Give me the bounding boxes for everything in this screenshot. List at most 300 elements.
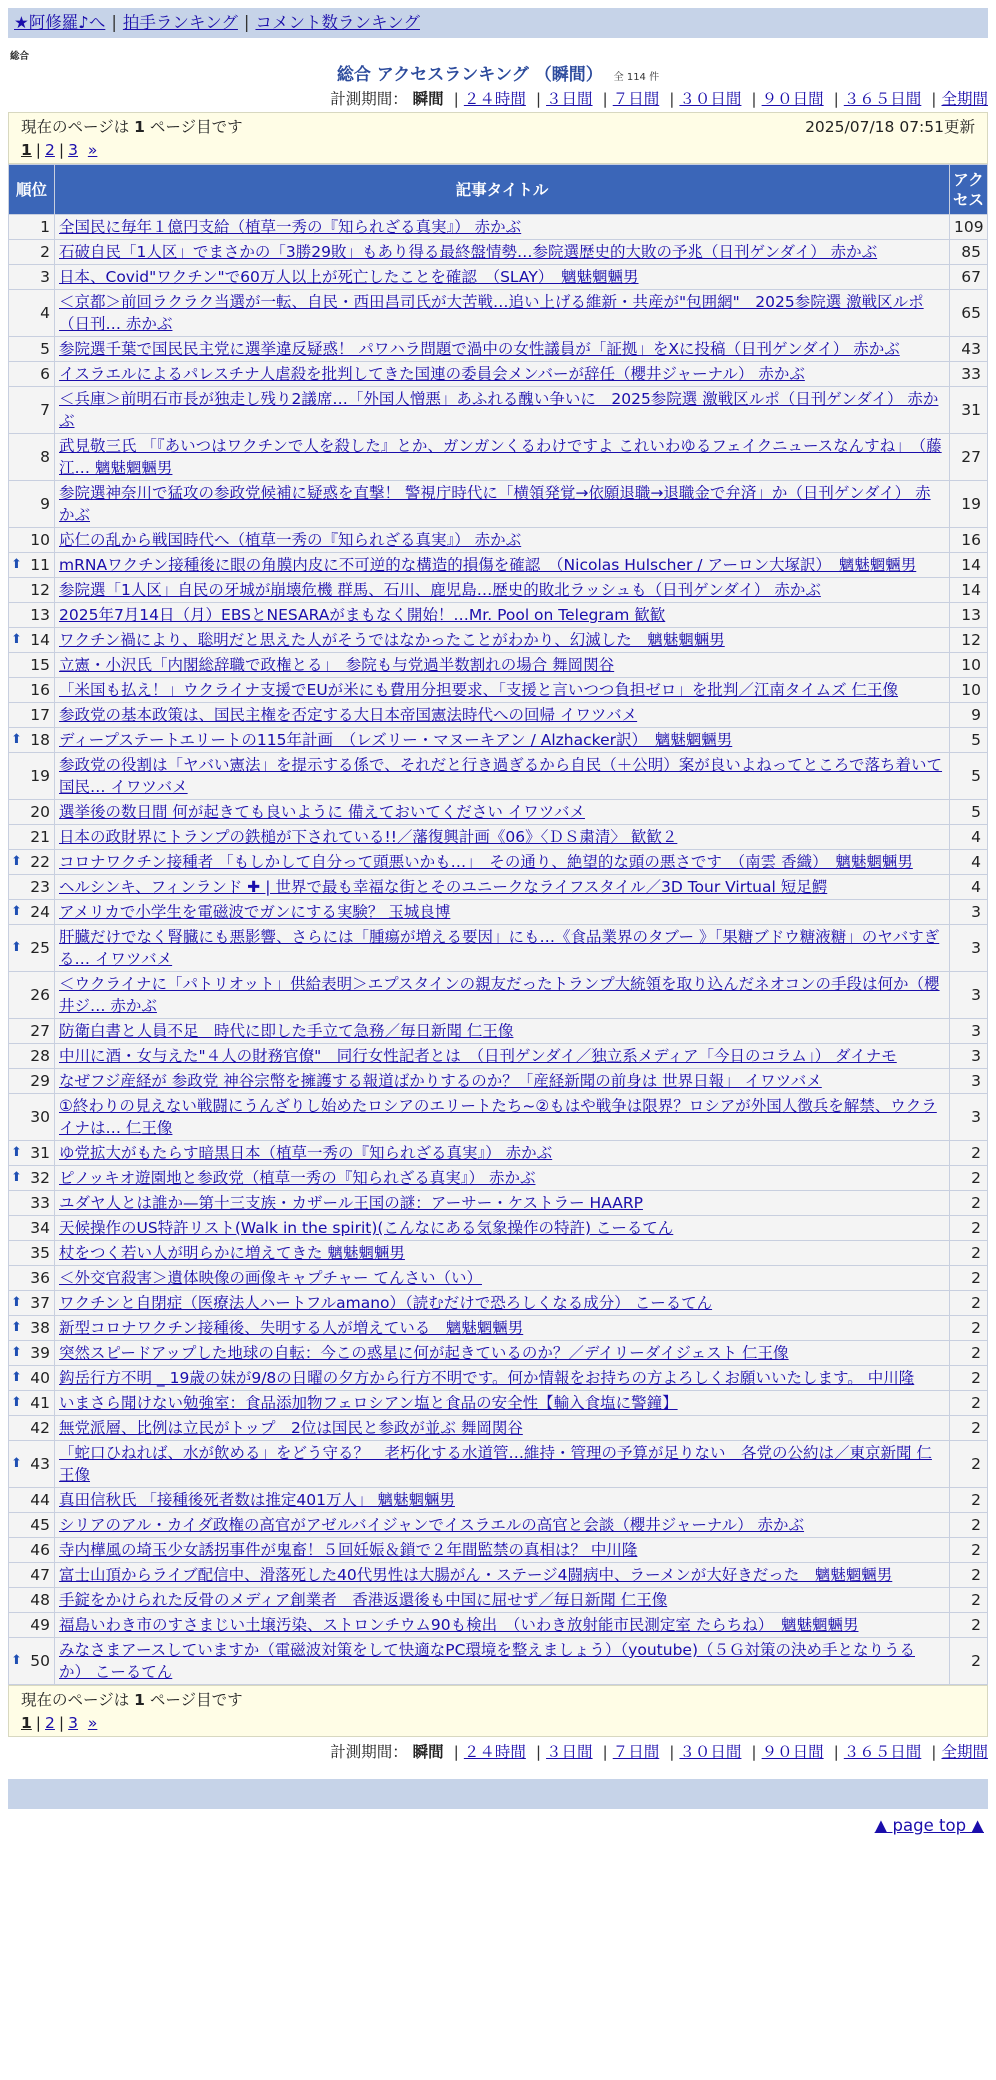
rank-number: 6 bbox=[40, 365, 50, 383]
rank-number: 48 bbox=[30, 1591, 50, 1609]
period-current: 瞬間 bbox=[412, 90, 444, 108]
table-row bbox=[9, 703, 988, 728]
rank-cell bbox=[9, 1069, 55, 1094]
table-row bbox=[9, 972, 988, 1019]
table-row bbox=[9, 1241, 988, 1266]
article-link[interactable]: ゆ党拡大がもたらす暗黒日本（植草一秀の『知られざる真実』） 赤かぶ bbox=[59, 1144, 553, 1162]
table-row bbox=[9, 1069, 988, 1094]
rank-cell bbox=[9, 1538, 55, 1563]
rank-number: 17 bbox=[30, 706, 50, 724]
table-row bbox=[9, 265, 988, 290]
rank-cell bbox=[9, 481, 55, 528]
access-count: 2 bbox=[950, 1441, 988, 1488]
article-link[interactable]: コロナワクチン接種者 「もしかして自分って頭悪いかも…」 その通り、絶望的な頭の悪さです （南雲 香織） 魑魅魍魎男 bbox=[59, 853, 913, 871]
rank-up-icon: ⬆ bbox=[11, 632, 22, 647]
article-link[interactable]: ＜京都＞前回ラクラク当選が一転、自民・西田昌司氏が大苦戦…追い上げる維新・共産が"包囲網" 2025参院選 激戦区ルポ（日刊… 赤かぶ bbox=[59, 293, 924, 333]
rank-cell bbox=[9, 603, 55, 628]
access-count: 3 bbox=[950, 900, 988, 925]
title-cell bbox=[55, 1069, 950, 1094]
rank-number: 27 bbox=[30, 1022, 50, 1040]
rank-cell bbox=[9, 1366, 55, 1391]
rank-cell bbox=[9, 972, 55, 1019]
article-link[interactable]: 新型コロナワクチン接種後、失明する人が増えている 魑魅魍魎男 bbox=[59, 1319, 524, 1337]
access-count: 2 bbox=[950, 1191, 988, 1216]
page-next-link-bottom[interactable]: » bbox=[87, 1714, 98, 1732]
table-row bbox=[9, 528, 988, 553]
rank-cell bbox=[9, 825, 55, 850]
access-count: 3 bbox=[950, 972, 988, 1019]
article-link[interactable]: 真田信秋氏 「接種後死者数は推定401万人」 魑魅魍魎男 bbox=[59, 1491, 455, 1509]
article-link[interactable]: 参院選神奈川で猛攻の参政党候補に疑惑を直撃！ 警視庁時代に「横領発覚→依願退職→退職金で弁済」か（日刊ゲンダイ） 赤かぶ bbox=[59, 484, 931, 524]
rank-cell bbox=[9, 265, 55, 290]
rank-number: 9 bbox=[40, 495, 50, 513]
article-link[interactable]: 中川に酒・女与えた"４人の財務官僚" 同行女性記者とは （日刊ゲンダイ／独立系メディア「今日のコラム」） ダイナモ bbox=[59, 1047, 897, 1065]
title-cell bbox=[55, 553, 950, 578]
period-24h-link[interactable]: ２４時間 bbox=[463, 90, 526, 108]
period-30d-link-bottom[interactable]: ３０日間 bbox=[679, 1743, 742, 1761]
article-link[interactable]: 富士山頂からライブ配信中、滑落死した40代男性は大腸がん・ステージ4闘病中、ラーメンが大好きだった 魑魅魍魎男 bbox=[59, 1566, 893, 1584]
access-count: 109 bbox=[950, 215, 988, 240]
table-row bbox=[9, 240, 988, 265]
title-cell bbox=[55, 850, 950, 875]
access-count: 4 bbox=[950, 850, 988, 875]
article-link[interactable]: 日本、Covid"ワクチン"で60万人以上が死亡したことを確認 （SLAY） 魑魅魍魎男 bbox=[59, 268, 639, 286]
rank-up-icon: ⬆ bbox=[11, 1345, 22, 1360]
period-all-link-bottom[interactable]: 全期間 bbox=[941, 1743, 988, 1761]
page-2-link[interactable]: 2 bbox=[45, 141, 55, 159]
page-next-link[interactable]: » bbox=[87, 141, 98, 159]
rank-cell bbox=[9, 1044, 55, 1069]
title-cell bbox=[55, 265, 950, 290]
period-selector-bottom: 計測期間： 瞬間 | ２４時間 | ３日間 | ７日間 | ３０日間 | ９０日間 | ３６５日間 | 全期間 bbox=[330, 1743, 988, 1761]
article-link[interactable]: ＜外交官殺害＞遺体映像の画像キャプチャー てんさい（い） bbox=[59, 1269, 482, 1287]
article-link[interactable]: 「蛇口ひねれば、水が飲める」をどう守る？ 老朽化する水道管…維持・管理の予算が足りない 各党の公約は／東京新聞 仁王像 bbox=[59, 1444, 932, 1484]
title-cell bbox=[55, 653, 950, 678]
nav-separator: | bbox=[111, 13, 117, 32]
title-cell bbox=[55, 628, 950, 653]
access-count: 19 bbox=[950, 481, 988, 528]
article-link[interactable]: イスラエルによるパレスチナ人虐殺を批判してきた国連の委員会メンバーが辞任（櫻井ジャーナル） 赤かぶ bbox=[59, 365, 805, 383]
access-count: 2 bbox=[950, 1341, 988, 1366]
article-link[interactable]: ピノッキオ遊園地と参政党（植草一秀の『知られざる真実』） 赤かぶ bbox=[59, 1169, 536, 1187]
rank-number: 23 bbox=[30, 878, 50, 896]
rank-number: 28 bbox=[30, 1047, 50, 1065]
table-row bbox=[9, 481, 988, 528]
nav-separator: | bbox=[243, 13, 250, 32]
table-row bbox=[9, 387, 988, 434]
asyura-home-link[interactable]: ★阿修羅♪へ bbox=[14, 13, 106, 32]
page-2-link-bottom[interactable]: 2 bbox=[45, 1714, 55, 1732]
access-count: 12 bbox=[950, 628, 988, 653]
rank-cell bbox=[9, 1416, 55, 1441]
access-count: 4 bbox=[950, 875, 988, 900]
period-3d-link[interactable]: ３日間 bbox=[546, 90, 593, 108]
page-status: 現在のページは 1 ページ目です bbox=[21, 118, 243, 136]
access-count: 2 bbox=[950, 1638, 988, 1685]
table-row bbox=[9, 337, 988, 362]
rank-number: 4 bbox=[40, 304, 50, 322]
rank-number: 34 bbox=[30, 1219, 50, 1237]
access-count: 5 bbox=[950, 728, 988, 753]
table-row bbox=[9, 1416, 988, 1441]
access-count: 67 bbox=[950, 265, 988, 290]
updated-time: 2025/07/18 07:51更新 bbox=[805, 118, 975, 136]
table-row bbox=[9, 1588, 988, 1613]
access-count: 3 bbox=[950, 1094, 988, 1141]
rank-number: 44 bbox=[30, 1491, 50, 1509]
rank-cell bbox=[9, 362, 55, 387]
rank-cell bbox=[9, 1613, 55, 1638]
rank-up-icon: ⬆ bbox=[11, 940, 22, 955]
title-cell bbox=[55, 1216, 950, 1241]
rank-cell bbox=[9, 753, 55, 800]
period-7d-link-bottom[interactable]: ７日間 bbox=[612, 1743, 660, 1761]
rank-up-icon: ⬆ bbox=[11, 1395, 22, 1410]
rank-number: 46 bbox=[30, 1541, 50, 1559]
article-link[interactable]: ワクチン禍により、聡明だと思えた人がそうではなかったことがわかり、幻滅した 魑魅魍魎男 bbox=[59, 631, 725, 649]
pagetop-area bbox=[8, 1809, 988, 1843]
title-cell bbox=[55, 1019, 950, 1044]
article-link[interactable]: 石破自民「1人区」でまさかの「3勝29敗」もあり得る最終盤情勢…参院選歴史的大敗の予兆（日刊ゲンダイ） 赤かぶ bbox=[59, 243, 878, 261]
period-90d-link[interactable]: ９０日間 bbox=[761, 90, 824, 108]
title-cell bbox=[55, 337, 950, 362]
rank-number: 10 bbox=[30, 531, 50, 549]
table-row bbox=[9, 753, 988, 800]
article-link[interactable]: 武見敬三氏 「『あいつはワクチンで人を殺した』とか、ガンガンくるわけですよ これいわゆるフェイクニュースなんすね」 （藤江… 魑魅魍魎男 bbox=[59, 437, 942, 477]
rank-up-icon: ⬆ bbox=[11, 557, 22, 572]
table-row bbox=[9, 1216, 988, 1241]
title-cell bbox=[55, 1291, 950, 1316]
period-90d-link-bottom[interactable]: ９０日間 bbox=[761, 1743, 824, 1761]
column-title: 記事タイトル bbox=[55, 165, 950, 215]
access-count: 43 bbox=[950, 337, 988, 362]
article-link[interactable]: ユダヤ人とは誰か—第十三支族・カザール王国の謎：アーサー・ケストラー HAARP bbox=[59, 1194, 643, 1212]
title-cell bbox=[55, 800, 950, 825]
access-count: 2 bbox=[950, 1538, 988, 1563]
rank-number: 8 bbox=[40, 448, 50, 466]
title-cell bbox=[55, 1241, 950, 1266]
rank-up-icon: ⬆ bbox=[11, 1370, 22, 1385]
rank-number: 1 bbox=[40, 218, 50, 236]
rank-cell bbox=[9, 1094, 55, 1141]
rank-cell bbox=[9, 850, 55, 875]
table-row bbox=[9, 290, 988, 337]
table-row bbox=[9, 1094, 988, 1141]
access-count: 3 bbox=[950, 1044, 988, 1069]
period-all-link[interactable]: 全期間 bbox=[941, 90, 988, 108]
period-7d-link[interactable]: ７日間 bbox=[612, 90, 660, 108]
access-count: 2 bbox=[950, 1513, 988, 1538]
rank-cell bbox=[9, 387, 55, 434]
period-selector: 計測期間： 瞬間 | ２４時間 | ３日間 | ７日間 | ３０日間 | ９０日間 | ３６５日間 | 全期間 bbox=[330, 90, 988, 108]
table-row bbox=[9, 925, 988, 972]
table-row bbox=[9, 1638, 988, 1685]
rank-number: 42 bbox=[30, 1419, 50, 1437]
rank-number: 20 bbox=[30, 803, 50, 821]
rank-number: 49 bbox=[30, 1616, 50, 1634]
rank-number: 25 bbox=[30, 939, 50, 957]
rank-cell bbox=[9, 875, 55, 900]
article-link[interactable]: ディープステートエリートの115年計画 （レズリー・マヌーキアン / Alzhacker訳） 魑魅魍魎男 bbox=[59, 731, 733, 749]
article-link[interactable]: 寺内樺風の埼玉少女誘拐事件が鬼畜！５回妊娠＆鎖で２年間監禁の真相は？ 中川隆 bbox=[59, 1541, 638, 1559]
rank-cell bbox=[9, 925, 55, 972]
table-row bbox=[9, 1563, 988, 1588]
table-row bbox=[9, 1366, 988, 1391]
rank-cell bbox=[9, 290, 55, 337]
title-cell bbox=[55, 1441, 950, 1488]
table-row bbox=[9, 603, 988, 628]
rank-cell bbox=[9, 1513, 55, 1538]
title-cell bbox=[55, 1563, 950, 1588]
rank-cell bbox=[9, 1291, 55, 1316]
rank-cell bbox=[9, 240, 55, 265]
article-link[interactable]: 参政党の役割は「ヤバい憲法」を提示する係で、それだと行き過ぎるから自民（＋公明）案が良いよねってところで落ち着いて国民… イワツバメ bbox=[59, 756, 943, 796]
clap-ranking-link[interactable]: 拍手ランキング bbox=[122, 13, 238, 32]
title-cell bbox=[55, 603, 950, 628]
title-cell bbox=[55, 1513, 950, 1538]
access-count: 2 bbox=[950, 1241, 988, 1266]
article-link[interactable]: アメリカで小学生を電磁波でガンにする実験？ 玉城良博 bbox=[59, 903, 451, 921]
article-link[interactable]: 鈎岳行方不明 _ 19歳の妹が9/8の日曜の夕方から行方不明です。何か情報をお持ちの方よろしくお願いいたします。 中川隆 bbox=[59, 1369, 915, 1387]
title-cell bbox=[55, 1316, 950, 1341]
article-link[interactable]: ヘルシンキ、フィンランド ✚ | 世界で最も幸福な街とそのユニークなライフスタイル／3D Tour Virtual 短足鰐 bbox=[59, 878, 828, 896]
title-cell bbox=[55, 434, 950, 481]
access-count: 85 bbox=[950, 240, 988, 265]
rank-up-icon: ⬆ bbox=[11, 1653, 22, 1668]
category-label: 総合 bbox=[10, 51, 30, 62]
rank-cell bbox=[9, 703, 55, 728]
pagination-bottom: 現在のページは 1 ページ目です 1 | 2 | 3 » bbox=[8, 1685, 988, 1737]
rank-number: 18 bbox=[30, 731, 50, 749]
title-cell bbox=[55, 972, 950, 1019]
access-count: 5 bbox=[950, 753, 988, 800]
period-30d-link[interactable]: ３０日間 bbox=[679, 90, 742, 108]
access-count: 31 bbox=[950, 387, 988, 434]
article-link[interactable]: 突然スピードアップした地球の自転：今この惑星に何が起きているのか？／デイリーダイジェスト 仁王像 bbox=[59, 1344, 789, 1362]
page-current: 1 bbox=[21, 141, 32, 159]
article-link[interactable]: 選挙後の数日間 何が起きても良いように 備えておいてください イワツバメ bbox=[59, 803, 585, 821]
access-count: 5 bbox=[950, 800, 988, 825]
period-24h-link-bottom[interactable]: ２４時間 bbox=[463, 1743, 526, 1761]
rank-cell bbox=[9, 337, 55, 362]
rank-cell bbox=[9, 728, 55, 753]
access-count: 33 bbox=[950, 362, 988, 387]
article-link[interactable]: 杖をつく若い人が明らかに増えてきた 魑魅魍魎男 bbox=[59, 1244, 405, 1262]
table-row bbox=[9, 825, 988, 850]
rank-up-icon: ⬆ bbox=[11, 1320, 22, 1335]
access-count: 4 bbox=[950, 825, 988, 850]
rank-number: 50 bbox=[30, 1652, 50, 1670]
rank-number: 15 bbox=[30, 656, 50, 674]
access-count: 3 bbox=[950, 1069, 988, 1094]
page-3-link[interactable]: 3 bbox=[68, 141, 79, 159]
article-link[interactable]: みなさまアースしていますか（電磁波対策をして快適なPC環境を整えましょう）（youtube)（５Ｇ対策の決め手となりうるか） こーるてん bbox=[59, 1641, 915, 1681]
rank-number: 35 bbox=[30, 1244, 50, 1262]
rank-number: 2 bbox=[40, 243, 50, 261]
article-link[interactable]: いまさら聞けない勉強室：食品添加物フェロシアン塩と食品の安全性【輸入食塩に警鐘】 bbox=[59, 1394, 678, 1412]
rank-number: 36 bbox=[30, 1269, 50, 1287]
access-count: 2 bbox=[950, 1488, 988, 1513]
rank-number: 33 bbox=[30, 1194, 50, 1212]
article-link[interactable]: ＜兵庫＞前明石市長が独走し残り2議席…「外国人憎悪」あふれる醜い争いに 2025参院選 激戦区ルポ（日刊ゲンダイ） 赤かぶ bbox=[59, 390, 939, 430]
access-count: 3 bbox=[950, 1019, 988, 1044]
rank-up-icon: ⬆ bbox=[11, 854, 22, 869]
article-link[interactable]: 2025年7月14日（月）EBSとNESARAがまもなく開始！…Mr. Pool on Telegram 歓歓 bbox=[59, 606, 666, 624]
rank-number: 12 bbox=[30, 581, 50, 599]
rank-up-icon: ⬆ bbox=[11, 1295, 22, 1310]
rank-number: 29 bbox=[30, 1072, 50, 1090]
rank-up-icon: ⬆ bbox=[11, 904, 22, 919]
rank-cell bbox=[9, 800, 55, 825]
rank-number: 30 bbox=[30, 1108, 50, 1126]
page-top-link[interactable]: ▲ page top ▲ bbox=[874, 1816, 984, 1835]
page-current-bottom: 1 bbox=[21, 1714, 32, 1732]
rank-number: 7 bbox=[40, 401, 50, 419]
rank-cell bbox=[9, 1638, 55, 1685]
rank-cell bbox=[9, 434, 55, 481]
title-cell bbox=[55, 528, 950, 553]
rank-cell bbox=[9, 1266, 55, 1291]
article-link[interactable]: 参院選千葉で国民民主党に選挙違反疑惑！ パワハラ問題で渦中の女性議員が「証拠」をXに投稿（日刊ゲンダイ） 赤かぶ bbox=[59, 340, 900, 358]
article-link[interactable]: mRNAワクチン接種後に眼の角膜内皮に不可逆的な構造的損傷を確認 （Nicolas Hulscher / アーロン大塚訳） 魑魅魍魎男 bbox=[59, 556, 917, 574]
rank-cell bbox=[9, 653, 55, 678]
article-link[interactable]: 手錠をかけられた反骨のメディア創業者 香港返還後も中国に屈せず／毎日新聞 仁王像 bbox=[59, 1591, 668, 1609]
article-link[interactable]: 防衛白書と人員不足 時代に即した手立て急務／毎日新聞 仁王像 bbox=[59, 1022, 514, 1040]
rank-cell bbox=[9, 628, 55, 653]
table-row bbox=[9, 1166, 988, 1191]
total-count: 全 114 件 bbox=[613, 72, 660, 83]
rank-number: 21 bbox=[30, 828, 50, 846]
title-cell bbox=[55, 1416, 950, 1441]
table-row bbox=[9, 1266, 988, 1291]
period-365d-link-bottom[interactable]: ３６５日間 bbox=[843, 1743, 922, 1761]
article-link[interactable]: ＜ウクライナに「パトリオット」供給表明＞エプスタインの親友だったトランプ大統領を取り込んだネオコンの手段は何か（櫻井ジ… 赤かぶ bbox=[59, 975, 940, 1015]
rank-number: 37 bbox=[30, 1294, 50, 1312]
title-cell bbox=[55, 1638, 950, 1685]
article-link[interactable]: 参政党の基本政策は、国民主権を否定する大日本帝国憲法時代への回帰 イワツバメ bbox=[59, 706, 638, 724]
article-link[interactable]: 応仁の乱から戦国時代へ（植草一秀の『知られざる真実』） 赤かぶ bbox=[59, 531, 522, 549]
access-count: 2 bbox=[950, 1416, 988, 1441]
title-cell bbox=[55, 678, 950, 703]
title-cell bbox=[55, 1613, 950, 1638]
table-row bbox=[9, 1044, 988, 1069]
table-row bbox=[9, 1538, 988, 1563]
period-365d-link[interactable]: ３６５日間 bbox=[843, 90, 922, 108]
rank-cell bbox=[9, 1191, 55, 1216]
table-row bbox=[9, 1488, 988, 1513]
access-count: 13 bbox=[950, 603, 988, 628]
table-row bbox=[9, 1341, 988, 1366]
article-link[interactable]: 天候操作のUS特許リスト(Walk in the spirit)(こんなにある気象操作の特許) こーるてん bbox=[59, 1219, 674, 1237]
article-link[interactable]: なぜフジ産経が 参政党 神谷宗幣を擁護する報道ばかりするのか？「産経新聞の前身は 世界日報」 イワツバメ bbox=[59, 1072, 822, 1090]
page-title: 総合 アクセスランキング （瞬間） bbox=[336, 65, 603, 85]
title-cell bbox=[55, 290, 950, 337]
table-row bbox=[9, 800, 988, 825]
rank-cell bbox=[9, 1488, 55, 1513]
title-cell bbox=[55, 215, 950, 240]
rank-cell bbox=[9, 1216, 55, 1241]
title-cell bbox=[55, 1266, 950, 1291]
title-cell bbox=[55, 362, 950, 387]
rank-number: 43 bbox=[30, 1455, 50, 1473]
rank-cell bbox=[9, 1019, 55, 1044]
article-link[interactable]: 「米国も払え！」ウクライナ支援でEUが米にも費用分担要求、「支援と言いつつ負担ゼロ」を批判／江南タイムズ 仁王像 bbox=[59, 681, 899, 699]
access-count: 10 bbox=[950, 678, 988, 703]
rank-up-icon: ⬆ bbox=[11, 1456, 22, 1471]
table-row bbox=[9, 1613, 988, 1638]
rank-cell bbox=[9, 678, 55, 703]
title-cell bbox=[55, 900, 950, 925]
access-count: 16 bbox=[950, 528, 988, 553]
table-row bbox=[9, 1019, 988, 1044]
rank-number: 47 bbox=[30, 1566, 50, 1584]
table-row bbox=[9, 1441, 988, 1488]
period-3d-link-bottom[interactable]: ３日間 bbox=[546, 1743, 593, 1761]
title-cell bbox=[55, 1094, 950, 1141]
article-link[interactable]: 肝臓だけでなく腎臓にも悪影響、さらには「腫瘍が増える要因」にも…《食品業界のタブー 》「果糖ブドウ糖液糖」のヤバすぎる… イワツバメ bbox=[59, 928, 940, 968]
rank-number: 32 bbox=[30, 1169, 50, 1187]
table-row bbox=[9, 578, 988, 603]
rank-cell bbox=[9, 1166, 55, 1191]
rank-number: 14 bbox=[30, 631, 50, 649]
article-link[interactable]: 日本の政財界にトランプの鉄槌が下されている!!／藩復興計画《06》〈ＤＳ粛清〉 歓歓２ bbox=[59, 828, 678, 846]
table-row bbox=[9, 1291, 988, 1316]
table-row bbox=[9, 728, 988, 753]
article-link[interactable]: ①終わりの見えない戦闘にうんざりし始めたロシアのエリートたち~②もはや戦争は限界？ロシアが外国人徴兵を解禁、ウクライナは… 仁王像 bbox=[59, 1097, 937, 1137]
table-row bbox=[9, 1513, 988, 1538]
table-row bbox=[9, 215, 988, 240]
rank-number: 39 bbox=[30, 1344, 50, 1362]
rank-number: 3 bbox=[40, 268, 50, 286]
title-cell bbox=[55, 1166, 950, 1191]
page-3-link-bottom[interactable]: 3 bbox=[68, 1714, 79, 1732]
rank-number: 19 bbox=[30, 767, 50, 785]
title-cell bbox=[55, 1588, 950, 1613]
table-row bbox=[9, 875, 988, 900]
access-count: 2 bbox=[950, 1291, 988, 1316]
title-cell bbox=[55, 387, 950, 434]
rank-up-icon: ⬆ bbox=[11, 1170, 22, 1185]
access-count: 2 bbox=[950, 1391, 988, 1416]
title-cell bbox=[55, 1141, 950, 1166]
article-link[interactable]: ワクチンと自閉症（医療法人ハートフルamano）（読むだけで恐ろしくなる成分） こーるてん bbox=[59, 1294, 713, 1312]
article-link[interactable]: 参院選「1人区」自民の牙城が崩壊危機 群馬、石川、鹿児島…歴史的敗北ラッシュも（日刊ゲンダイ） 赤かぶ bbox=[59, 581, 821, 599]
access-count: 2 bbox=[950, 1563, 988, 1588]
access-count: 65 bbox=[950, 290, 988, 337]
article-link[interactable]: 立憲・小沢氏「内閣総辞職で政権とる」 参院も与党過半数割れの場合 舞岡関谷 bbox=[59, 656, 615, 674]
rank-cell bbox=[9, 528, 55, 553]
access-count: 9 bbox=[950, 703, 988, 728]
table-row bbox=[9, 678, 988, 703]
article-link[interactable]: 福島いわき市のすさまじい土壌汚染、ストロンチウム90も検出 （いわき放射能市民測定室 たらちね） 魑魅魍魎男 bbox=[59, 1616, 859, 1634]
title-cell bbox=[55, 753, 950, 800]
rank-up-icon: ⬆ bbox=[11, 1145, 22, 1160]
article-link[interactable]: 無党派層、比例は立民がトップ 2位は国民と参政が並ぶ 舞岡関谷 bbox=[59, 1419, 523, 1437]
title-cell bbox=[55, 1538, 950, 1563]
footer-bar bbox=[8, 1779, 988, 1809]
rank-number: 11 bbox=[30, 556, 50, 574]
title-cell bbox=[55, 481, 950, 528]
table-row bbox=[9, 362, 988, 387]
comment-ranking-link[interactable]: コメント数ランキング bbox=[255, 13, 420, 32]
title-cell bbox=[55, 578, 950, 603]
ranking-header bbox=[8, 64, 988, 86]
article-link[interactable]: シリアのアル・カイダ政権の高官がアゼルバイジャンでイスラエルの高官と会談（櫻井ジャーナル） 赤かぶ bbox=[59, 1516, 805, 1534]
rank-number: 45 bbox=[30, 1516, 50, 1534]
period-current-bottom: 瞬間 bbox=[412, 1743, 444, 1761]
table-row bbox=[9, 628, 988, 653]
article-link[interactable]: 全国民に毎年１億円支給（植草一秀の『知られざる真実』） 赤かぶ bbox=[59, 218, 522, 236]
